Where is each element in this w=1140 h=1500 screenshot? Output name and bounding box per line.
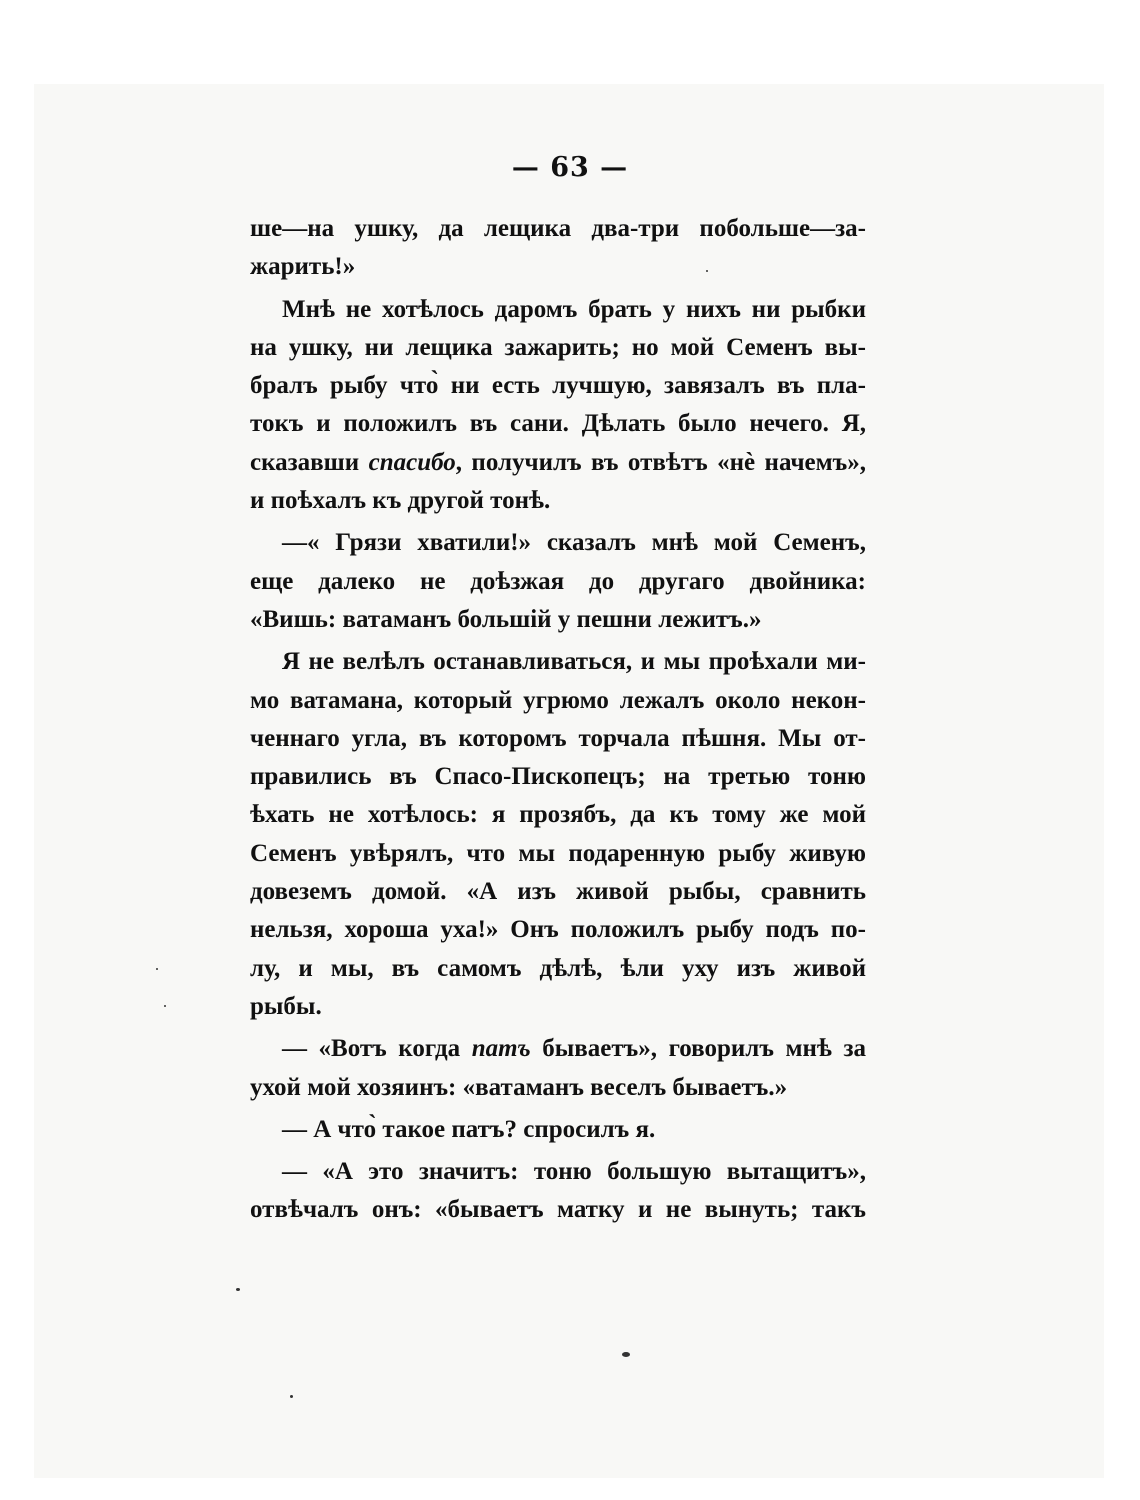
italic-word: спасибо — [368, 448, 456, 476]
italic-word: патъ — [471, 1035, 531, 1063]
text-run: сказавши — [250, 448, 369, 476]
page-body — [250, 210, 866, 1230]
text-line: ше—на ушку, да лещика два-три побольше—за- — [250, 215, 866, 242]
text-line: еще далеко не доѣзжая до другаго двойника: — [250, 567, 866, 595]
text-line: токъ и положилъ въ сани. Дѣлать было нечего. Я, — [250, 410, 866, 438]
text-line: —« Грязи хватили!» сказалъ мнѣ мой Семенъ, — [282, 529, 866, 557]
scan-speck — [622, 1352, 630, 1357]
page-number: — 63 — — [511, 152, 629, 183]
text-line: ухой мой хозяинъ: «ватаманъ веселъ бываетъ.» — [250, 1073, 788, 1101]
text-line: — «А это значитъ: тоню большую вытащитъ», — [282, 1158, 866, 1186]
text-line: бралъ рыбу что̀ ни есть лучшую, завязалъ въ пла- — [250, 372, 866, 400]
text-line: — А что̀ такое патъ? спросилъ я. — [282, 1115, 656, 1143]
text-line: отвѣчалъ онъ: «бываетъ матку и не вынуть; такъ — [250, 1196, 866, 1224]
text-line: на ушку, ни лещика зажарить; но мой Семенъ вы- — [250, 333, 866, 361]
text-line: и поѣхалъ къ другой тонѣ. — [250, 487, 551, 515]
scan-speck — [156, 968, 158, 970]
scan-speck — [236, 1288, 240, 1291]
text-line: жарить!» — [250, 253, 356, 281]
text-line: мо ватамана, который угрюмо лежалъ около некон- — [250, 686, 866, 714]
text-line: ѣхать не хотѣлось: я прозябъ, да къ тому же мой — [250, 801, 866, 829]
text-line — [250, 444, 866, 482]
text-line: Семенъ увѣрялъ, что мы подаренную рыбу живую — [250, 839, 866, 867]
text-run: — «Вотъ когда — [282, 1035, 472, 1063]
scan-speck — [164, 1005, 166, 1007]
text-line: Мнѣ не хотѣлось даромъ брать у нихъ ни рыбки — [282, 295, 866, 323]
scan-speck — [290, 1395, 293, 1398]
text-line: лу, и мы, въ самомъ дѣлѣ, ѣли уху изъ живой — [250, 954, 866, 982]
text-line: «Вишь: ватаманъ большій у пешни лежитъ.» — [250, 605, 762, 633]
text-line: рыбы. — [250, 992, 322, 1020]
text-line — [250, 1030, 866, 1068]
text-line: правились въ Спасо-Пископецъ; на третью тоню — [250, 763, 866, 791]
text-run: бываетъ», говорилъ мнѣ за — [530, 1035, 866, 1063]
text-line: нельзя, хороша уха!» Онъ положилъ рыбу подъ по- — [250, 916, 866, 944]
text-run: , получилъ въ отвѣтъ «нѐ начемъ», — [455, 448, 866, 476]
text-line: Я не велѣлъ останавливаться, и мы проѣхали ми- — [282, 648, 866, 676]
text-line: ченнаго угла, въ которомъ торчала пѣшня. Мы от- — [250, 724, 866, 752]
text-line: довеземъ домой. «А изъ живой рыбы, сравнить — [250, 878, 866, 906]
scan-speck — [706, 270, 708, 272]
